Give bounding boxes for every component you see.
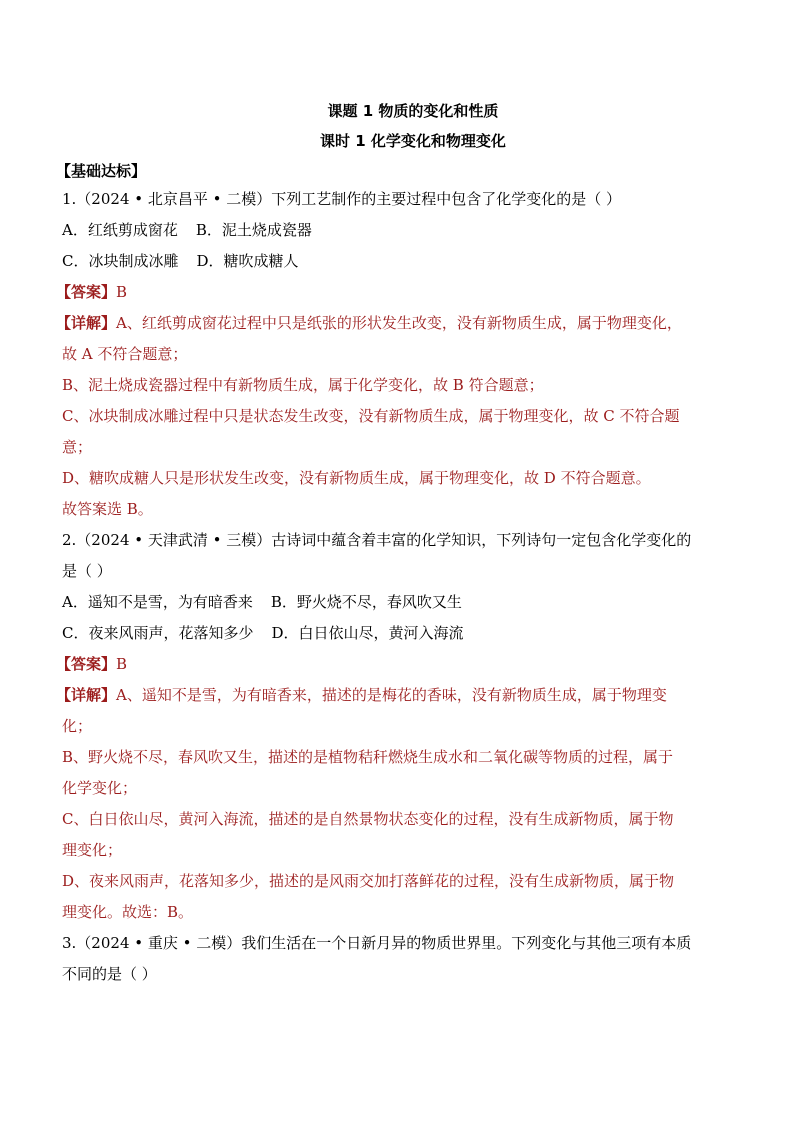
question-3-stem-line-1: 3.（2024 • 重庆 • 二模）我们生活在一个日新月异的物质世界里。下列变化与其他三项有本质 [62,934,692,952]
question-1-detail-line-1 [56,308,734,339]
document-subtitle: 课时 1 化学变化和物理变化 [320,132,506,150]
question-2-options-row-2 [62,618,734,649]
answer-tag: 【答案】 [56,655,117,673]
document-title: 课题 1 物质的变化和性质 [327,102,499,120]
detail-tag: 【详解】 [56,686,117,704]
section-heading: 【基础达标】 [56,162,147,180]
question-2-detail-line-1 [56,680,734,711]
question-1-option-d: D．糖吹成糖人 [196,252,299,270]
question-2-detail-line-3: B、野火烧不尽，春风吹又生，描述的是植物秸秆燃烧生成水和二氧化碳等物质的过程，属于 [62,748,674,766]
question-1-detail-line-5: 意； [62,438,93,456]
question-1-detail-line-2: 故 A 不符合题意； [62,345,188,363]
question-2-stem-line-1: 2.（2024 • 天津武清 • 三模）古诗词中蕴含着丰富的化学知识，下列诗句一定包含化学变化的 [62,531,692,549]
question-2-detail-line-2: 化； [62,717,93,735]
question-2-detail-text: A、遥知不是雪，为有暗香来，描述的是梅花的香味，没有新物质生成，属于物理变 [116,686,667,704]
question-1-detail-text: A、红纸剪成窗花过程中只是纸张的形状发生改变，没有新物质生成，属于物理变化， [116,314,682,332]
question-2-stem-line-2: 是（ ） [62,562,112,580]
question-3-stem-line-2: 不同的是（ ） [62,965,157,983]
question-2-answer-value: B [116,655,128,673]
question-1-detail-line-7: 故答案选 B。 [62,500,153,518]
question-2-options-row-1 [62,587,734,618]
question-2-detail-line-7: D、夜来风雨声，花落知多少，描述的是风雨交加打落鲜花的过程，没有生成新物质，属于物 [62,872,675,890]
question-1-options-row-1 [62,215,734,246]
question-2-detail-line-5: C、白日依山尽，黄河入海流，描述的是自然景物状态变化的过程，没有生成新物质，属于物 [62,810,674,828]
question-1-option-a: A．红纸剪成窗花 [62,221,178,239]
question-2-option-a: A．遥知不是雪，为有暗香来 [62,593,253,611]
question-2-option-c: C．夜来风雨声，花落知多少 [62,624,254,642]
question-1-options-row-2 [62,246,734,277]
question-2-detail-line-6: 理变化； [62,841,123,859]
question-1-stem: 1.（2024 • 北京昌平 • 二模）下列工艺制作的主要过程中包含了化学变化的是（ ） [62,190,622,208]
question-2-detail-line-4: 化学变化； [62,779,138,797]
question-2-option-b: B．野火烧不尽，春风吹又生 [270,593,462,611]
question-1-answer-value: B [116,283,128,301]
question-1-option-b: B．泥土烧成瓷器 [195,221,312,239]
question-1-answer [56,277,734,308]
question-2-answer [56,649,734,680]
question-2-option-d: D．白日依山尽，黄河入海流 [271,624,464,642]
answer-tag: 【答案】 [56,283,117,301]
document-content [56,98,734,990]
question-1-detail-line-4: C、冰块制成冰雕过程中只是状态发生改变，没有新物质生成，属于物理变化，故 C 不符合题 [62,407,680,425]
detail-tag: 【详解】 [56,314,117,332]
question-1-detail-line-3: B、泥土烧成瓷器过程中有新物质生成，属于化学变化，故 B 符合题意； [62,376,544,394]
question-1-detail-line-6: D、糖吹成糖人只是形状发生改变，没有新物质生成，属于物理变化，故 D 不符合题意。 [62,469,651,487]
question-2-detail-line-8: 理变化。故选：B。 [62,903,194,921]
question-1-option-c: C．冰块制成冰雕 [62,252,179,270]
